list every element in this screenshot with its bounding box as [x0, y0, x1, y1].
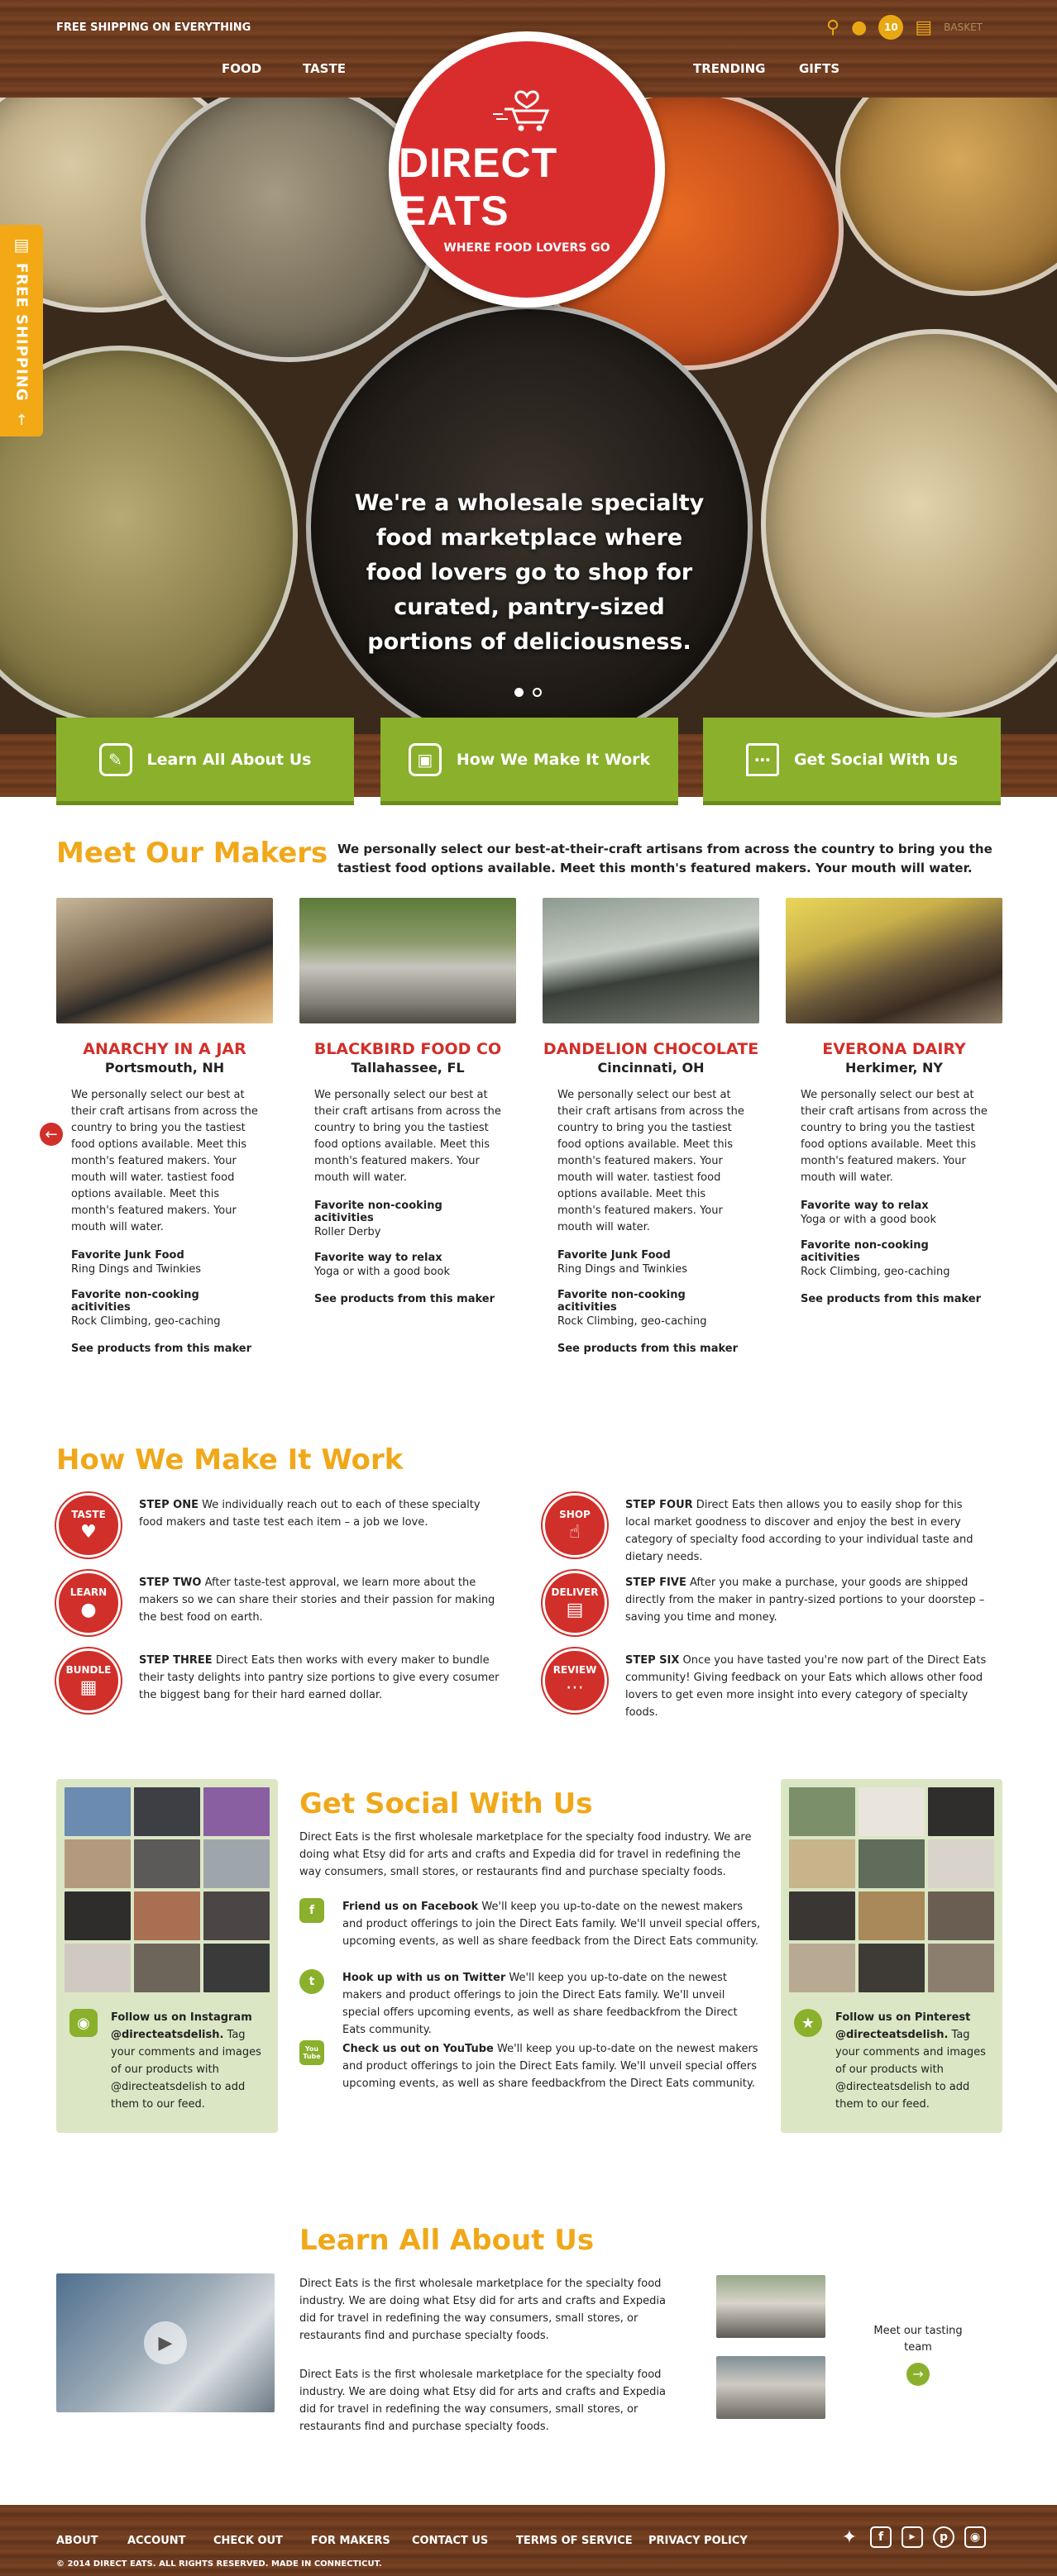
heart-icon: ♥: [80, 1521, 97, 1543]
step-badge-deliver: [543, 1571, 607, 1635]
step-text: [139, 1571, 503, 1626]
twitter-text: [342, 1969, 763, 2039]
maker-fav-heading: Favorite way to relax: [801, 1200, 929, 1212]
jars-icon: ▦: [79, 1677, 98, 1698]
maker-card: [299, 898, 516, 1305]
step-body: Once you have tasted you're now part of the Direct Eats community! Giving feedback on your Eats which allows other food lovers to get even more insight into every category of specialty foods.: [625, 1654, 987, 1719]
arrow-up-icon: ↑: [15, 411, 28, 429]
step-body: After you make a purchase, your goods are shipped directly from the maker in pantry-sized portions to your doorstep – saving you time and money.: [625, 1577, 985, 1624]
header-utility-icons: [826, 15, 983, 40]
how-we-make-it-work-label: How We Make It Work: [456, 750, 651, 769]
step-badge-label: SHOP: [559, 1508, 591, 1520]
search-icon[interactable]: ⚲: [826, 17, 840, 38]
free-shipping-banner[interactable]: FREE SHIPPING ON EVERYTHING: [56, 21, 251, 34]
step-two: [56, 1571, 503, 1635]
footer-terms[interactable]: TERMS OF SERVICE: [516, 2535, 633, 2547]
facebook-heading: Friend us on Facebook: [342, 1901, 479, 1913]
maker-fav-heading: Favorite Junk Food: [71, 1249, 184, 1262]
youtube-text: [342, 2040, 763, 2092]
step-label: STEP THREE: [139, 1654, 213, 1667]
pinterest-panel: [781, 1779, 1002, 2133]
learn-about-us-label: Learn All About Us: [146, 750, 312, 769]
carousel-dot-active[interactable]: [514, 688, 524, 697]
free-shipping-tab-label: FREE SHIPPING: [12, 263, 31, 402]
twitter-icon: t: [299, 1969, 324, 1994]
meet-tasting-team[interactable]: [868, 2323, 968, 2386]
cart-icon: ▤: [13, 235, 30, 255]
maker-fav-heading: Favorite non-cooking acitivities: [801, 1239, 929, 1264]
maker-products-link[interactable]: See products from this maker: [557, 1343, 739, 1355]
site-logo[interactable]: [389, 31, 665, 308]
youtube-icon[interactable]: ▶: [902, 2526, 923, 2548]
facebook-row[interactable]: [299, 1898, 763, 1950]
nav-trending[interactable]: TRENDING: [693, 61, 766, 76]
footer-account[interactable]: ACCOUNT: [127, 2535, 186, 2547]
maker-fav-value: Rock Climbing, geo-caching: [801, 1266, 950, 1278]
nav-taste[interactable]: TASTE: [303, 61, 346, 76]
nav-food[interactable]: FOOD: [222, 61, 262, 76]
step-badge-label: DELIVER: [551, 1586, 599, 1598]
arrow-right-icon[interactable]: →: [906, 2363, 930, 2386]
footer-about[interactable]: ABOUT: [56, 2535, 98, 2547]
maker-photo[interactable]: [786, 898, 1002, 1023]
instagram-follow[interactable]: [65, 2009, 270, 2125]
makers-title: Meet Our Makers: [56, 837, 328, 870]
maker-description: We personally select our best at their craft artisans from across the country to bring you the tastiest food options available. Meet this month's featured makers. Your mouth will water.: [314, 1089, 501, 1184]
carousel-dot[interactable]: [533, 688, 542, 697]
instagram-follow-heading: Follow us on Instagram @directeatsdelish.: [111, 2011, 252, 2041]
footer-for-makers[interactable]: FOR MAKERS: [311, 2535, 390, 2547]
maker-location: Tallahassee, FL: [351, 1060, 465, 1076]
footer-checkout[interactable]: CHECK OUT: [213, 2535, 283, 2547]
step-one: [56, 1493, 503, 1558]
get-social-button[interactable]: [703, 718, 1001, 805]
maker-fav-heading: Favorite non-cooking acitivities: [557, 1289, 686, 1314]
how-title: How We Make It Work: [56, 1443, 404, 1476]
step-body: We individually reach out to each of these specialty food makers and taste test each item – a job we love.: [139, 1499, 481, 1529]
how-we-make-it-work-button[interactable]: [380, 718, 678, 805]
basket-label[interactable]: BASKET: [944, 21, 983, 33]
step-body: Direct Eats then works with every maker to bundle their tasty delights into pantry size portions to give every cosumer the biggest bang for their hard earned dollar.: [139, 1654, 500, 1701]
maker-name[interactable]: EVERONA DAIRY: [822, 1040, 966, 1058]
learn-about-us-button[interactable]: [56, 718, 354, 805]
step-label: STEP TWO: [139, 1577, 202, 1589]
instagram-follow-text: [111, 2009, 265, 2113]
pinterest-follow[interactable]: [789, 2009, 994, 2125]
step-text: [139, 1493, 503, 1531]
maker-fav-value: Rock Climbing, geo-caching: [557, 1315, 707, 1328]
about-video[interactable]: [56, 2273, 275, 2412]
instagram-icon[interactable]: ◉: [964, 2526, 986, 2548]
hero-jar: [0, 346, 298, 726]
maker-fav-value: Yoga or with a good book: [314, 1266, 450, 1278]
maker-card: [56, 898, 273, 1355]
basket-count-badge[interactable]: 10: [878, 15, 903, 40]
maker-fav-value: Ring Dings and Twinkies: [71, 1263, 202, 1276]
copyright: © 2014 DIRECT EATS. ALL RIGHTS RESERVED. MADE IN CONNECTICUT.: [56, 2559, 382, 2569]
heart-cart-icon: [490, 84, 564, 134]
maker-fav-heading: Favorite Junk Food: [557, 1249, 671, 1262]
pinterest-follow-heading: Follow us on Pinterest @directeatsdelish.: [835, 2011, 971, 2041]
step-text: [139, 1648, 503, 1704]
social-title: Get Social With Us: [299, 1787, 593, 1820]
person-icon: ●: [80, 1599, 97, 1620]
maker-fav-heading: Favorite non-cooking acitivities: [71, 1289, 199, 1314]
maker-fav-heading: Favorite way to relax: [314, 1252, 442, 1264]
site-footer: [0, 2505, 1057, 2576]
delivery-cart-icon: ▤: [566, 1599, 584, 1620]
team-photo[interactable]: [716, 2356, 825, 2419]
pinterest-icon[interactable]: p: [933, 2526, 954, 2548]
step-badge-bundle: [56, 1648, 121, 1713]
step-text: [625, 1493, 989, 1566]
youtube-heading: Check us out on YouTube: [342, 2043, 494, 2055]
logo-badge: [399, 41, 655, 298]
step-label: STEP FIVE: [625, 1577, 686, 1589]
learn-title: Learn All About Us: [299, 2224, 595, 2257]
pointer-hand-icon: ☝: [569, 1521, 581, 1543]
learn-paragraph: Direct Eats is the first wholesale marketplace for the specialty food industry. We are doing what Etsy did for arts and crafts and Expedia did for travel in redefining the way consumers, small stores, or restaurants find and purchase specialty foods.: [299, 2368, 667, 2433]
maker-card: [543, 898, 759, 1355]
speech-bubble-icon: ⋯: [566, 1677, 584, 1698]
step-body: After taste-test approval, we learn more about the makers so we can share their stories and their passion for making the best food on earth.: [139, 1577, 495, 1624]
step-five: [543, 1571, 989, 1635]
step-badge-review: [543, 1648, 607, 1713]
maker-name[interactable]: BLACKBIRD FOOD CO: [313, 1040, 502, 1058]
step-badge-shop: [543, 1493, 607, 1558]
maker-fav-value: Ring Dings and Twinkies: [557, 1263, 688, 1276]
youtube-body: We'll keep you up-to-date on the newest makers and product offerings to join the Direct Eats family. We'll unveil special offers upcoming events, as well as share feedbackfrom the Direct Eats community.: [342, 2043, 758, 2090]
learn-paragraph: Direct Eats is the first wholesale marketplace for the specialty food industry. We are doing what Etsy did for arts and crafts and Expedia did for travel in redefining the way consumers, small stores, or restaurants find and purchase specialty foods.: [299, 2278, 667, 2342]
step-badge-label: REVIEW: [552, 1663, 597, 1676]
hero-headline: We're a wholesale specialty food marketplace where food lovers go to shop for curated, pantry-sized portions of deliciousness.: [354, 490, 705, 655]
maker-fav-value: Roller Derby: [314, 1226, 381, 1238]
step-text: [625, 1648, 989, 1721]
maker-card: [786, 898, 1002, 1305]
maker-fav-value: Rock Climbing, geo-caching: [71, 1315, 221, 1328]
step-label: STEP SIX: [625, 1654, 680, 1667]
hero-jar: [761, 329, 1057, 718]
instagram-follow-body: Tag your comments and images of our products with @directeatsdelish to add them to our feed.: [111, 2029, 261, 2111]
team-photo[interactable]: [716, 2275, 825, 2338]
instagram-panel: [56, 1779, 278, 2133]
hero-jar: [835, 98, 1057, 296]
maker-photo[interactable]: [299, 898, 516, 1023]
step-text: [625, 1571, 989, 1626]
maker-location: Herkimer, NY: [845, 1060, 943, 1076]
logo-title: DIRECT EATS: [399, 140, 558, 234]
pinterest-follow-body: Tag your comments and images of our products with @directeatsdelish to add them to our feed.: [835, 2029, 986, 2111]
makers-intro: We personally select our best-at-their-craft artisans from across the country to bring you the tastiest food options available. Meet this month's featured makers. Your mouth will water.: [337, 842, 992, 875]
pinterest-icon: ★: [794, 2009, 822, 2037]
twitter-body: We'll keep you up-to-date on the newest makers and product offerings to join the Direct Eats family. We'll unveil special offers upcoming events, as well as share feedbackfrom the Direct Eats community.: [342, 1972, 738, 2036]
maker-location: Portsmouth, NH: [104, 1060, 225, 1076]
step-badge-label: LEARN: [69, 1586, 108, 1598]
youtube-row[interactable]: [299, 2040, 763, 2092]
speech-bubble-icon: ⋯: [746, 743, 779, 776]
maker-products-link[interactable]: See products from this maker: [71, 1343, 252, 1355]
facebook-text: [342, 1898, 763, 1950]
logo-tagline: WHERE FOOD LOVERS GO: [443, 241, 610, 255]
maker-fav-value: Yoga or with a good book: [801, 1214, 936, 1226]
step-label: STEP FOUR: [625, 1499, 693, 1511]
step-label: STEP ONE: [139, 1499, 198, 1511]
pinterest-follow-text: [835, 2009, 989, 2113]
basket-icon[interactable]: ▤: [915, 17, 933, 38]
youtube-icon: You Tube: [299, 2040, 324, 2065]
nav-gifts[interactable]: GIFTS: [799, 61, 840, 76]
certificate-icon: ✎: [99, 743, 132, 776]
instagram-collage[interactable]: [65, 1787, 270, 1992]
maker-fav-heading: Favorite non-cooking acitivities: [314, 1200, 442, 1224]
maker-photo[interactable]: [56, 898, 273, 1023]
get-social-label: Get Social With Us: [793, 750, 959, 769]
facebook-icon: f: [299, 1898, 324, 1923]
step-badge-learn: [56, 1571, 121, 1635]
twitter-row[interactable]: [299, 1969, 763, 2039]
step-badge-taste: [56, 1493, 121, 1558]
maker-description: We personally select our best at their craft artisans from across the country to bring you the tastiest food options available. Meet this month's featured makers. Your mouth will water. tastiest food options available. Meet this month's featured makers. Your mouth will water.: [557, 1089, 744, 1233]
step-body: Direct Eats then allows you to easily shop for this local market goodness to discover and enjoy the best in every category of specialty food according to your individual taste and dietary needs.: [625, 1499, 973, 1563]
maker-description: We personally select our best at their craft artisans from across the country to bring you the tastiest food options available. Meet this month's featured makers. Your mouth will water.: [801, 1089, 988, 1184]
step-six: [543, 1648, 989, 1721]
meet-tasting-team-label: Meet our tasting team: [873, 2325, 963, 2354]
maker-name[interactable]: ANARCHY IN A JAR: [83, 1040, 246, 1058]
maker-description: We personally select our best at their craft artisans from across the country to bring you the tastiest food options available. Meet this month's featured makers. Your mouth will water. tastiest food options available. Meet this month's featured makers. Your mouth will water.: [71, 1089, 258, 1233]
step-four: [543, 1493, 989, 1566]
twitter-heading: Hook up with us on Twitter: [342, 1972, 506, 1984]
pinterest-collage[interactable]: [789, 1787, 994, 1992]
maker-photo[interactable]: [543, 898, 759, 1023]
maker-location: Cincinnati, OH: [597, 1060, 705, 1076]
maker-name[interactable]: DANDELION CHOCOLATE: [543, 1040, 759, 1058]
account-icon[interactable]: ●: [851, 17, 868, 38]
box-icon: ▣: [409, 743, 442, 776]
step-three: [56, 1648, 503, 1713]
footer-social-icons: [839, 2526, 986, 2548]
step-badge-label: TASTE: [71, 1508, 106, 1520]
free-shipping-tab[interactable]: [0, 225, 43, 436]
makers-prev-arrow[interactable]: ←: [40, 1123, 63, 1146]
play-icon[interactable]: ▶: [144, 2321, 187, 2364]
footer-privacy[interactable]: PRIVACY POLICY: [648, 2535, 748, 2547]
step-badge-label: BUNDLE: [65, 1663, 112, 1676]
facebook-icon[interactable]: f: [870, 2526, 892, 2548]
instagram-icon: ◉: [69, 2009, 98, 2037]
social-intro: Direct Eats is the first wholesale marketplace for the specialty food industry. We are doing what Etsy did for arts and crafts and Expedia did for travel in redefining the way consumers, small stores, or restaurants find and purchase specialty foods.: [299, 1831, 752, 1878]
twitter-icon[interactable]: ✦: [841, 2526, 858, 2548]
facebook-body: We'll keep you up-to-date on the newest makers and product offerings to join the Direct Eats family. We'll unveil special offers, upcoming events, as well as share feedback from the Direct Eats community.: [342, 1901, 761, 1948]
maker-products-link[interactable]: See products from this maker: [801, 1293, 982, 1305]
footer-contact[interactable]: CONTACT US: [412, 2535, 489, 2547]
maker-products-link[interactable]: See products from this maker: [314, 1293, 495, 1305]
